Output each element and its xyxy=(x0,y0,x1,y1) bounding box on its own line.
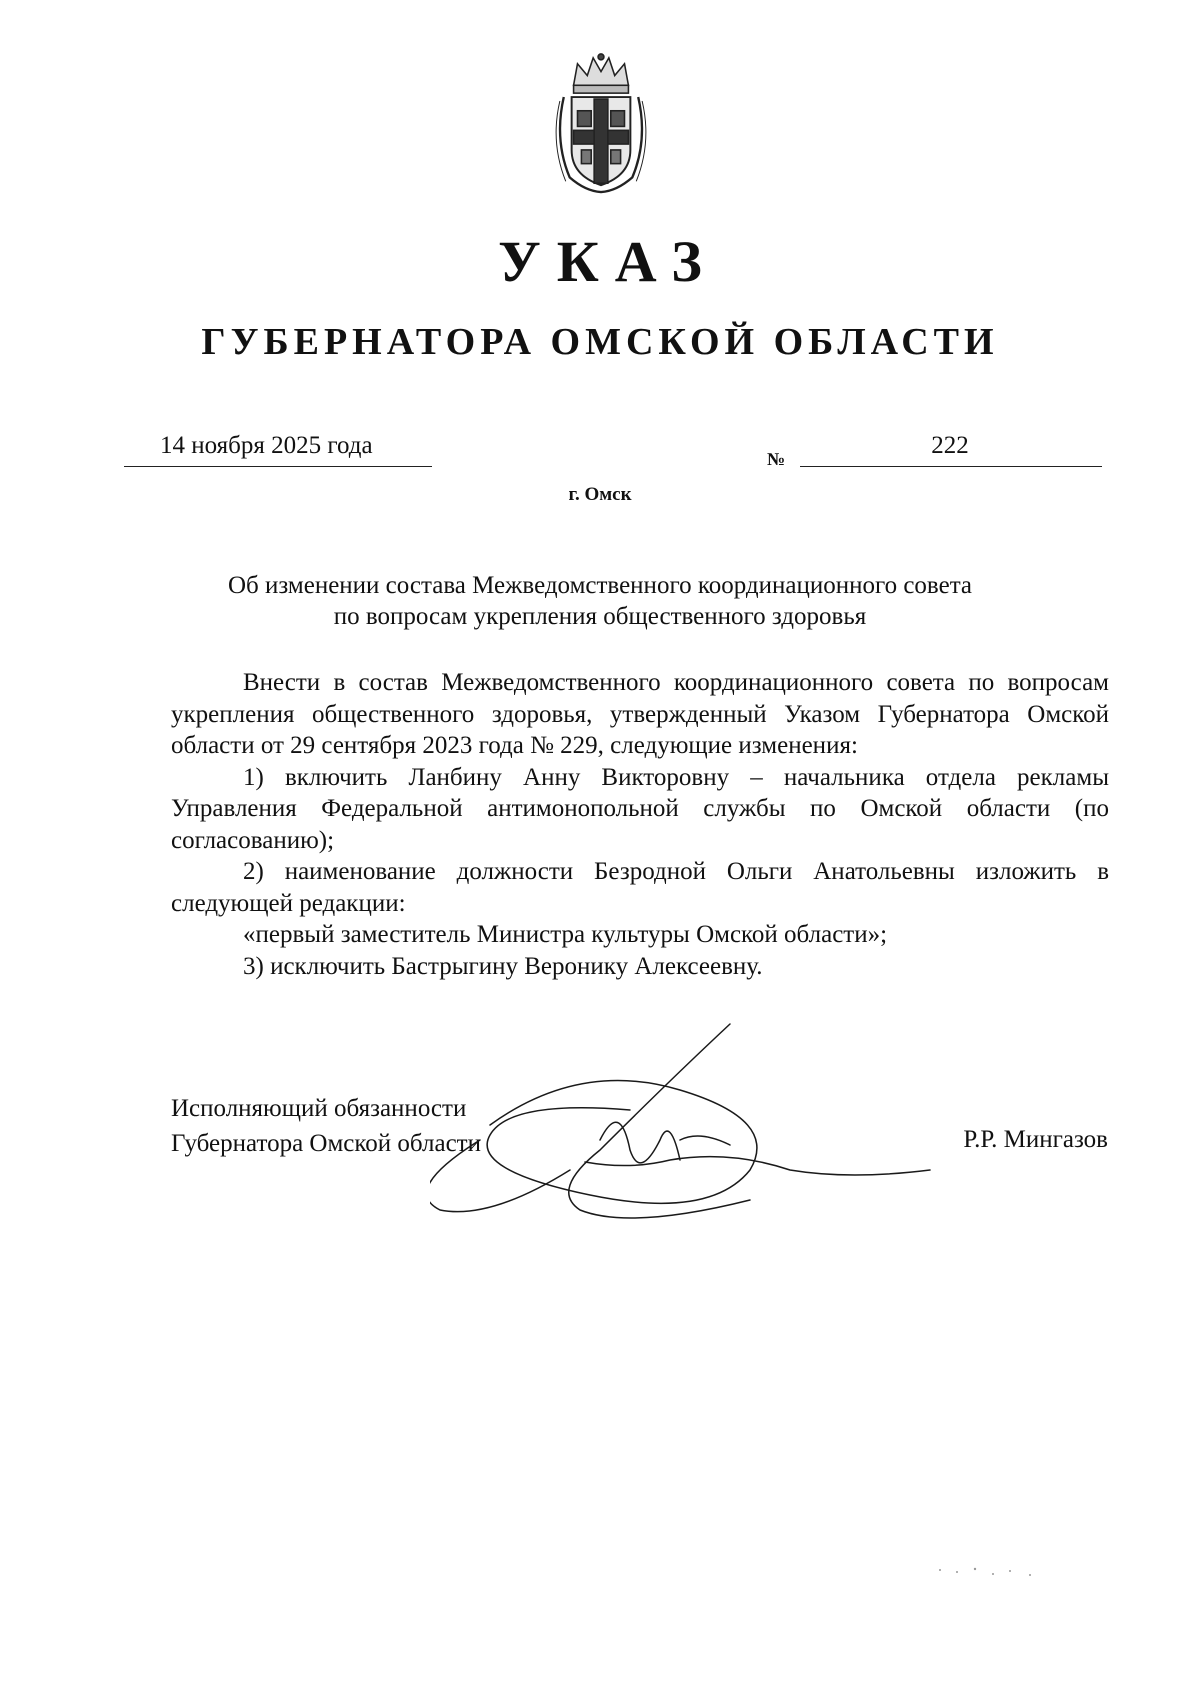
document-number: 222 xyxy=(931,432,969,459)
scan-marks xyxy=(935,1562,1045,1582)
body-item-1: 1) включить Ланбину Анну Викторовну – начальника отдела рекламы Управления Федеральной антимонопольной службы по Омской области (по согласованию); xyxy=(171,763,1109,854)
handwritten-signature-icon xyxy=(430,1020,970,1230)
body-item-3: 3) исключить Бастрыгину Веронику Алексеевну. xyxy=(243,952,763,980)
subject-line-2: по вопросам укрепления общественного здоровья xyxy=(333,603,867,630)
date-underline xyxy=(124,466,432,467)
position-line-2: Губернатора Омской области xyxy=(171,1130,481,1157)
coat-of-arms-icon xyxy=(552,52,650,194)
number-sign: № xyxy=(767,449,786,469)
document-body xyxy=(171,667,1109,982)
body-intro: Внести в состав Межведомственного координационного совета по вопросам укрепления общественного здоровья, утвержденный Указом Губернатора Омской области от 29 сентября 2023 года № 229, следующие изменения: xyxy=(171,669,1109,759)
city: г. Омск xyxy=(568,484,632,505)
position-line-1: Исполняющий обязанности xyxy=(171,1095,467,1122)
signatory-name: Р.Р. Мингазов xyxy=(963,1126,1108,1153)
body-item-2-quote: «первый заместитель Министра культуры Омской области»; xyxy=(243,921,888,948)
document-title: УКАЗ xyxy=(498,229,718,294)
number-underline xyxy=(800,466,1102,467)
document-subtitle: ГУБЕРНАТОРА ОМСКОЙ ОБЛАСТИ xyxy=(201,321,999,363)
body-item-2: 2) наименование должности Безродной Ольги Анатольевны изложить в следующей редакции: xyxy=(171,858,1109,917)
subject-line-1: Об изменении состава Межведомственного координационного совета xyxy=(227,572,973,599)
document-date: 14 ноября 2025 года xyxy=(160,432,373,459)
document-subject xyxy=(150,570,1050,632)
